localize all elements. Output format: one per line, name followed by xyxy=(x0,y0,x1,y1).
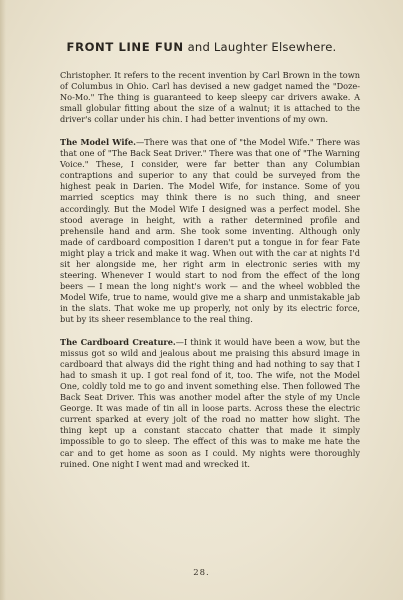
paragraph-continuation xyxy=(60,70,360,125)
running-header xyxy=(0,40,403,54)
body-text xyxy=(60,70,360,470)
paragraph-model-wife xyxy=(60,137,360,325)
paragraph-text: —I think it would have been a wow, but the missus got so wild and jealous about me praising this absurd image in cardboard that always did the right thing and had nothing to say that I had to smash it up. I got real fond of it, too. The wife, not the Model One, coldly told me to go and invent something else. Then followed The Back Seat Driver. This was another model after the style of my Uncle George. It was made of tin all in loose parts. Across these the electric current sparked at every jolt of the road no matter how slight. The thing kept up a constant staccato chatter that made it simply impossible to go to sleep. The effect of this was to make me hate the car and to get home as soon as I could. My nights were thoroughly ruined. One night I went mad and wrecked it. xyxy=(60,337,360,469)
page-number: 28. xyxy=(193,568,210,578)
running-header-rest: and Laughter Elsewhere. xyxy=(183,40,337,54)
running-header-caps: FRONT LINE FUN xyxy=(66,40,184,54)
subheading-model-wife: The Model Wife. xyxy=(60,137,137,148)
paragraph-cardboard-creature xyxy=(60,337,360,470)
paragraph-text: Christopher. It refers to the recent invention by Carl Brown in the town of Columbus in Ohio. Carl has devised a new gadget named the "Doze-No-Mo." The thing is guaranteed to keep sleepy car drivers awake. A small globular fitting about the size of a walnut; it is attached to the driver's collar under his chin. I had better inventions of my own. xyxy=(60,70,360,125)
paragraph-text: —There was that one of "the Model Wife." There was that one of "The Back Seat Driver." There was that one of "The Warning Voice." These, I consider, were far better than any Columbian contraptions and superior to any that could be surveyed from the highest peak in Darien. The Model Wife, for instance. Some of you married sceptics may think there is no such thing, and sneer accordingly. But the Model Wife I designed was a perfect model. She stood average in height, with a rather determined profile and prehensile hand and arm. She took some inventing. Although only made of cardboard composition I daren't put a tongue in for fear Fate might play a trick and make it wag. When out with the car at nights I'd sit her alongside me, her right arm in electronic series with my steering. Whenever I would start to nod from the effect of the long beers — I mean the long night's work — and the wheel wobbled the Model Wife, true to name, would give me a sharp and unmistakable jab in the slats. That woke me up properly, not only by its electric force, but by its sheer resemblance to the real thing. xyxy=(60,137,360,324)
subheading-cardboard-creature: The Cardboard Creature. xyxy=(60,337,176,348)
